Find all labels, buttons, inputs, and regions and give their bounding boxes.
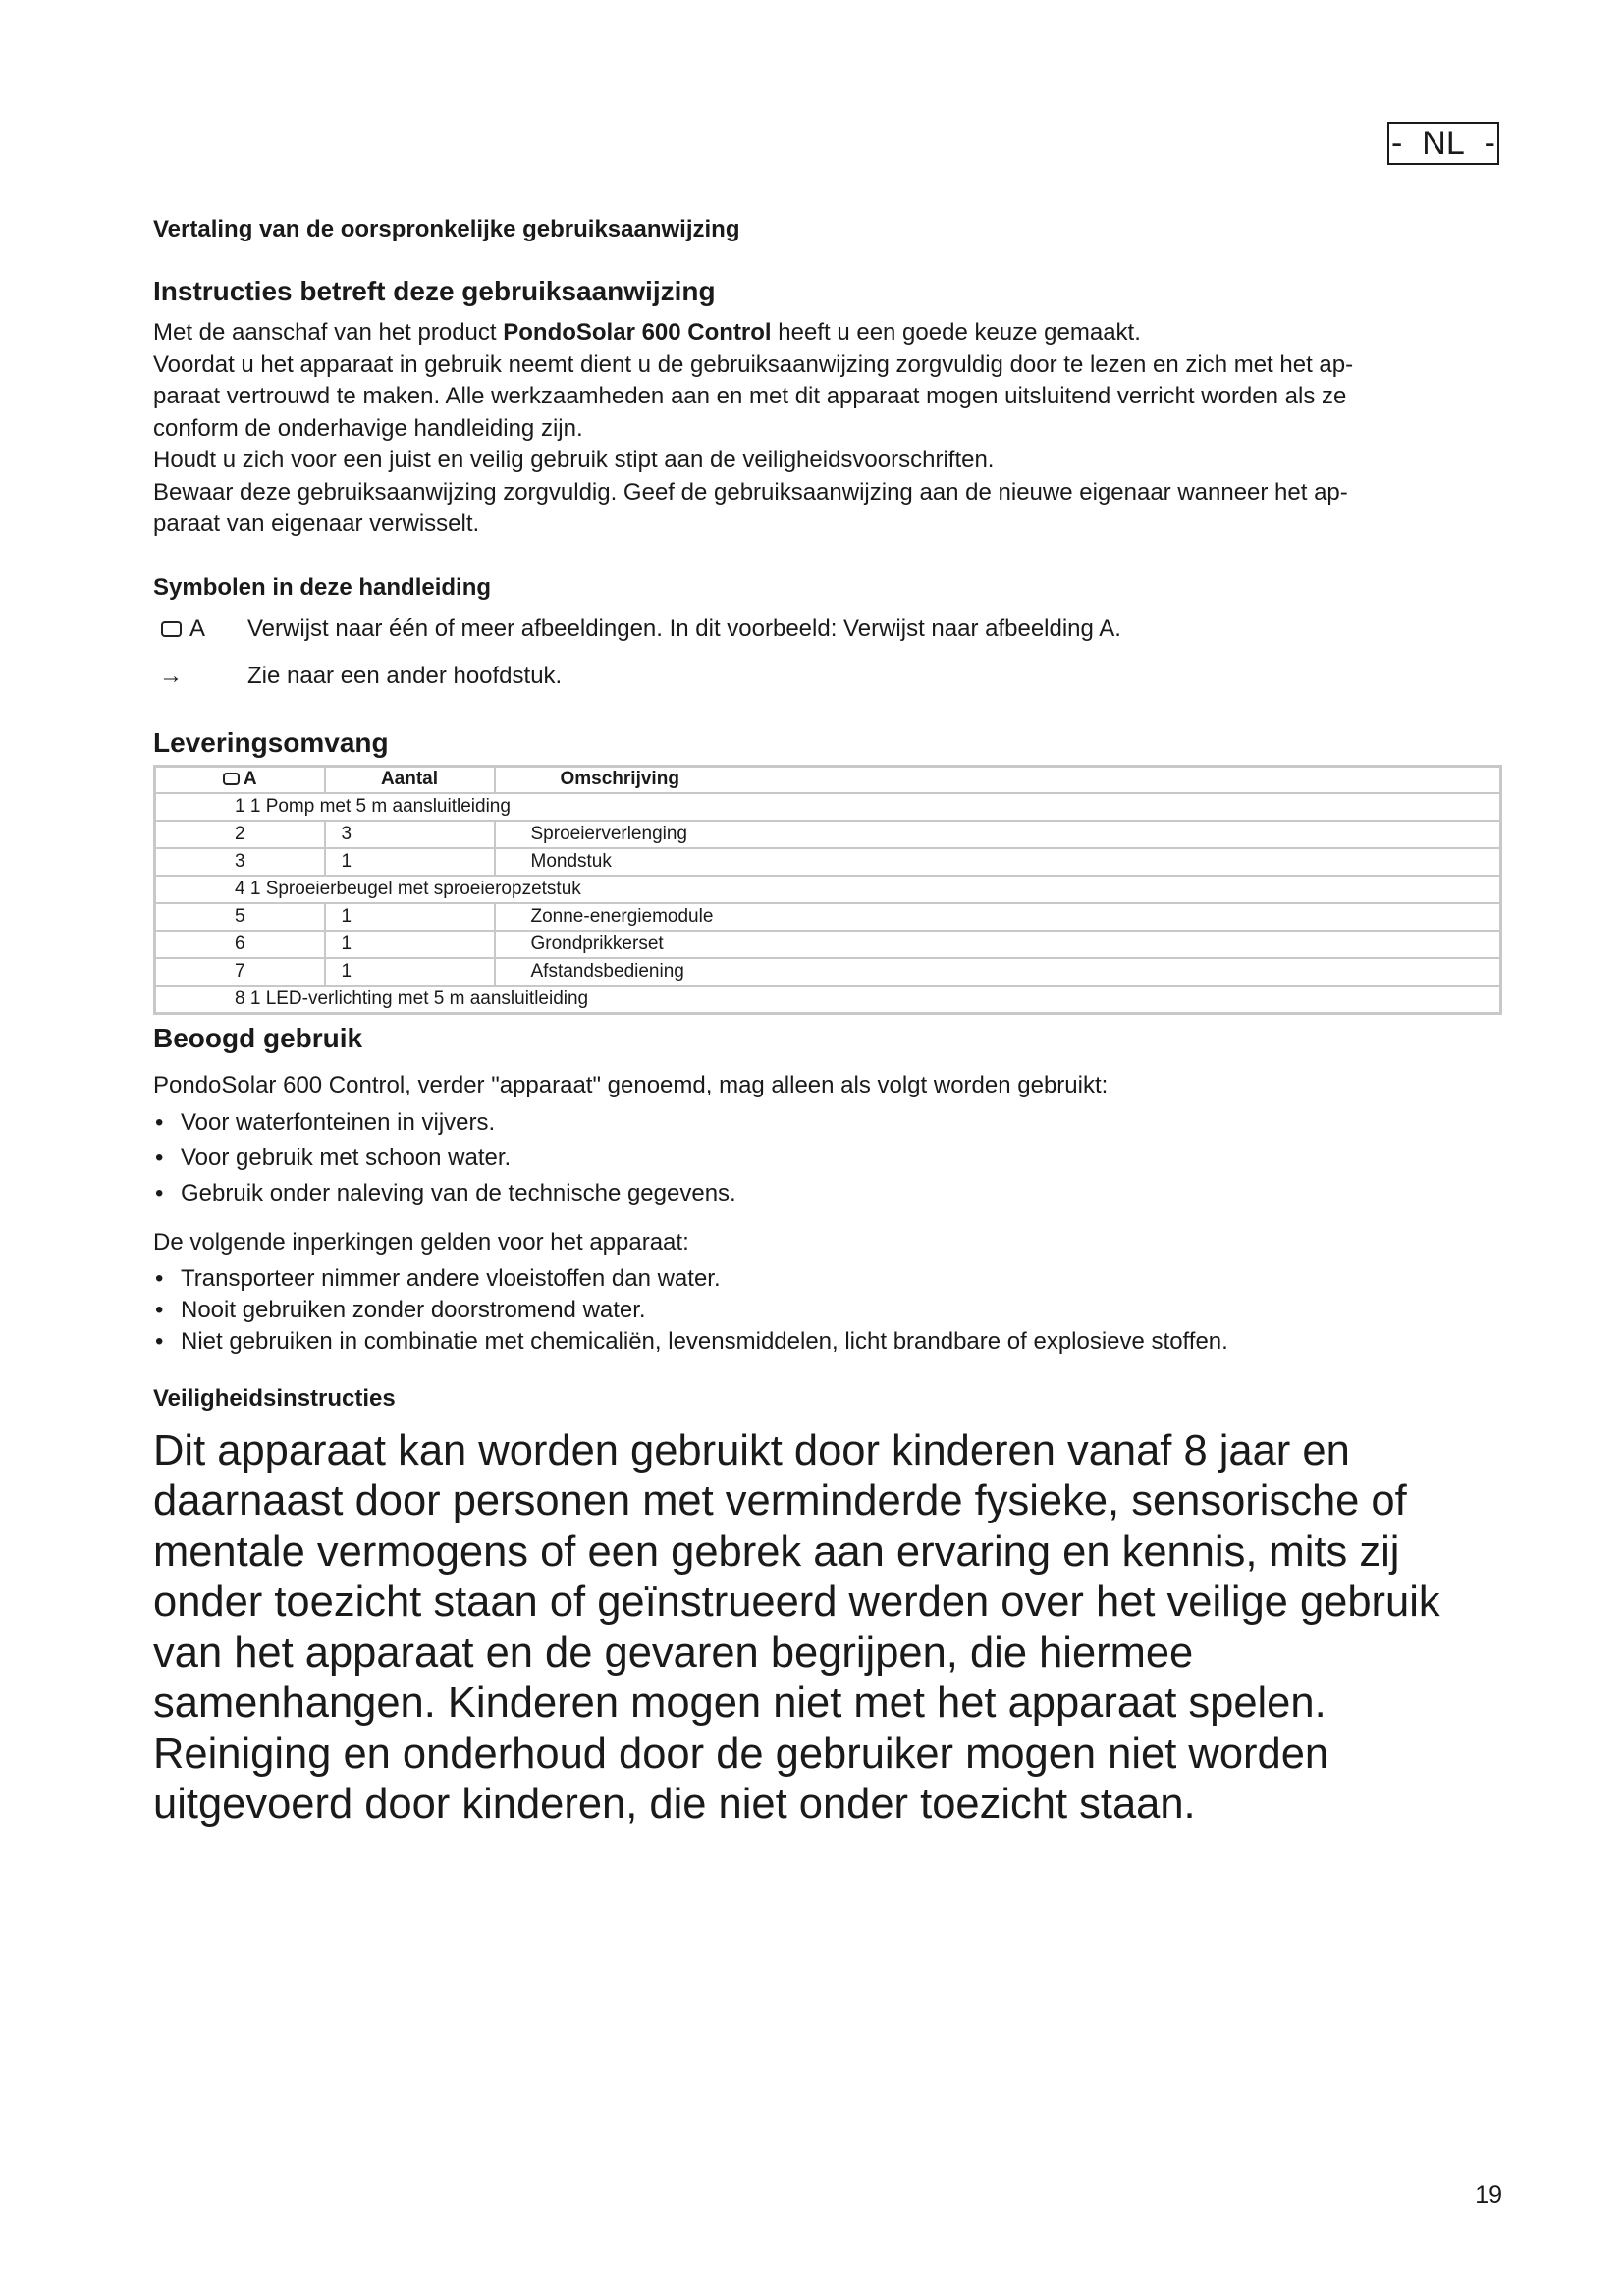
symbol-key <box>153 614 247 645</box>
table-row <box>155 986 1501 1013</box>
table-cell-description: Sproeierverlenging <box>495 821 1501 848</box>
table-cell-merged: 4 1 Sproeierbeugel met sproeieropzetstuk <box>155 876 1501 903</box>
column-header-omschrijving: Omschrijving <box>495 766 1501 793</box>
symbol-description: Verwijst naar één of meer afbeeldingen. In dit voorbeeld: Verwijst naar afbeelding A. <box>247 614 1121 642</box>
safety-text <box>153 1426 1502 1831</box>
table-cell-number: 6 <box>155 931 325 958</box>
table-cell-number: 3 <box>155 848 325 876</box>
symbol-row-figure <box>153 610 1502 649</box>
list-item: • Voor gebruik met schoon water. <box>153 1143 1502 1174</box>
intended-use-list <box>153 1107 1502 1209</box>
table-row <box>155 876 1501 903</box>
safety-heading: Veiligheidsinstructies <box>153 1384 396 1412</box>
table-row <box>155 958 1501 986</box>
safety-line: Dit apparaat kan worden gebruikt door kinderen vanaf 8 jaar en <box>153 1426 1350 1474</box>
instructions-p1-after: heeft u een goede keuze gemaakt. <box>771 319 1141 346</box>
language-code: NL <box>1422 125 1465 162</box>
intended-use-section <box>153 1021 1502 1358</box>
safety-line: uitgevoerd door kinderen, die niet onder toezicht staan. <box>153 1781 1196 1828</box>
page-number: 19 <box>1475 2181 1502 2209</box>
doc-subtitle: Vertaling van de oorspronkelijke gebruiksaanwijzing <box>153 216 740 242</box>
safety-line: mentale vermogens of een gebrek aan ervaring en kennis, mits zij <box>153 1527 1400 1575</box>
column-header-a-label: A <box>243 769 257 790</box>
table-cell-quantity: 1 <box>325 931 495 958</box>
product-name: PondoSolar 600 Control <box>503 319 772 346</box>
instructions-paragraph-3: Houdt u zich voor een juist en veilig gebruik stipt aan de veiligheidsvoorschriften. <box>153 447 995 473</box>
figure-box-icon <box>223 773 240 785</box>
instructions-heading: Instructies betreft deze gebruiksaanwijzing <box>153 276 716 306</box>
restrictions-list <box>153 1263 1502 1358</box>
list-item: • Nooit gebruiken zonder doorstromend water. <box>153 1295 1502 1326</box>
table-cell-quantity: 1 <box>325 848 495 876</box>
table-cell-number: 5 <box>155 903 325 931</box>
table-cell-quantity: 1 <box>325 958 495 986</box>
scope-heading: Leveringsomvang <box>153 726 389 758</box>
symbols-section <box>153 572 1502 696</box>
symbol-key <box>153 661 247 692</box>
language-badge-dash-left: - <box>1391 125 1403 162</box>
instructions-paragraph-1 <box>153 317 1502 349</box>
table-cell-description: Mondstuk <box>495 848 1501 876</box>
column-header-a <box>155 766 325 793</box>
table-cell-number: 7 <box>155 958 325 986</box>
table-cell-description: Zonne-energiemodule <box>495 903 1501 931</box>
safety-line: onder toezicht staan of geïnstrueerd werden over het veilige gebruik <box>153 1578 1440 1626</box>
safety-section <box>153 1383 1502 1831</box>
table-row <box>155 793 1501 821</box>
list-item: • Niet gebruiken in combinatie met chemicaliën, levensmiddelen, licht brandbare of explosieve stoffen. <box>153 1326 1502 1358</box>
table-cell-description: Afstandsbediening <box>495 958 1501 986</box>
instructions-p2-line-3: conform de onderhavige handleiding zijn. <box>153 414 583 442</box>
column-header-aantal: Aantal <box>325 766 495 793</box>
page-content <box>153 214 1502 1831</box>
list-item: • Transporteer nimmer andere vloeistoffen dan water. <box>153 1263 1502 1295</box>
safety-line: Reiniging en onderhoud door de gebruiker mogen niet worden <box>153 1730 1329 1778</box>
symbol-key-label: A <box>189 614 206 642</box>
instructions-p2-line-1: Voordat u het apparaat in gebruik neemt dient u de gebruiksaanwijzing zorgvuldig door te lezen en zich met het ap- <box>153 350 1354 378</box>
instructions-p4-line-2: paraat van eigenaar verwisselt. <box>153 510 480 537</box>
language-badge <box>1387 122 1499 165</box>
table-header-row <box>155 766 1501 793</box>
table-cell-number: 2 <box>155 821 325 848</box>
table-cell-description: Grondprikkerset <box>495 931 1501 958</box>
safety-line: daarnaast door personen met verminderde fysieke, sensorische of <box>153 1477 1407 1524</box>
list-item: • Voor waterfonteinen in vijvers. <box>153 1107 1502 1139</box>
instructions-p2-line-2: paraat vertrouwd te maken. Alle werkzaamheden aan en met dit apparaat mogen uitsluitend verricht worden als ze <box>153 383 1347 409</box>
symbols-heading: Symbolen in deze handleiding <box>153 573 492 601</box>
table-cell-quantity: 3 <box>325 821 495 848</box>
table-cell-merged: 8 1 LED-verlichting met 5 m aansluitleiding <box>155 986 1501 1013</box>
scope-section <box>153 725 1502 1015</box>
safety-line: samenhangen. Kinderen mogen niet met het apparaat spelen. <box>153 1680 1326 1727</box>
instructions-section <box>153 274 1502 541</box>
table-row <box>155 821 1501 848</box>
safety-line: van het apparaat en de gevaren begrijpen, die hiermee <box>153 1629 1194 1677</box>
symbol-row-arrow <box>153 657 1502 696</box>
symbol-description: Zie naar een ander hoofdstuk. <box>247 662 563 689</box>
instructions-p4-line-1: Bewaar deze gebruiksaanwijzing zorgvuldig. Geef de gebruiksaanwijzing aan de nieuwe eigenaar wanneer het ap- <box>153 478 1348 506</box>
table-cell-quantity: 1 <box>325 903 495 931</box>
table-row <box>155 848 1501 876</box>
language-badge-dash-right: - <box>1484 125 1495 162</box>
intended-use-heading: Beoogd gebruik <box>153 1022 363 1053</box>
list-item: • Gebruik onder naleving van de technische gegevens. <box>153 1178 1502 1209</box>
arrow-right-icon: → <box>159 662 183 689</box>
scope-table <box>153 765 1502 1015</box>
figure-box-icon <box>161 621 182 637</box>
instructions-p1-before: Met de aanschaf van het product <box>153 319 504 346</box>
table-row <box>155 903 1501 931</box>
restrictions-intro: De volgende inperkingen gelden voor het apparaat: <box>153 1229 689 1255</box>
table-row <box>155 931 1501 958</box>
intended-use-intro: PondoSolar 600 Control, verder "apparaat" genoemd, mag alleen als volgt worden gebruikt: <box>153 1071 1109 1098</box>
table-cell-merged: 1 1 Pomp met 5 m aansluitleiding <box>155 793 1501 821</box>
